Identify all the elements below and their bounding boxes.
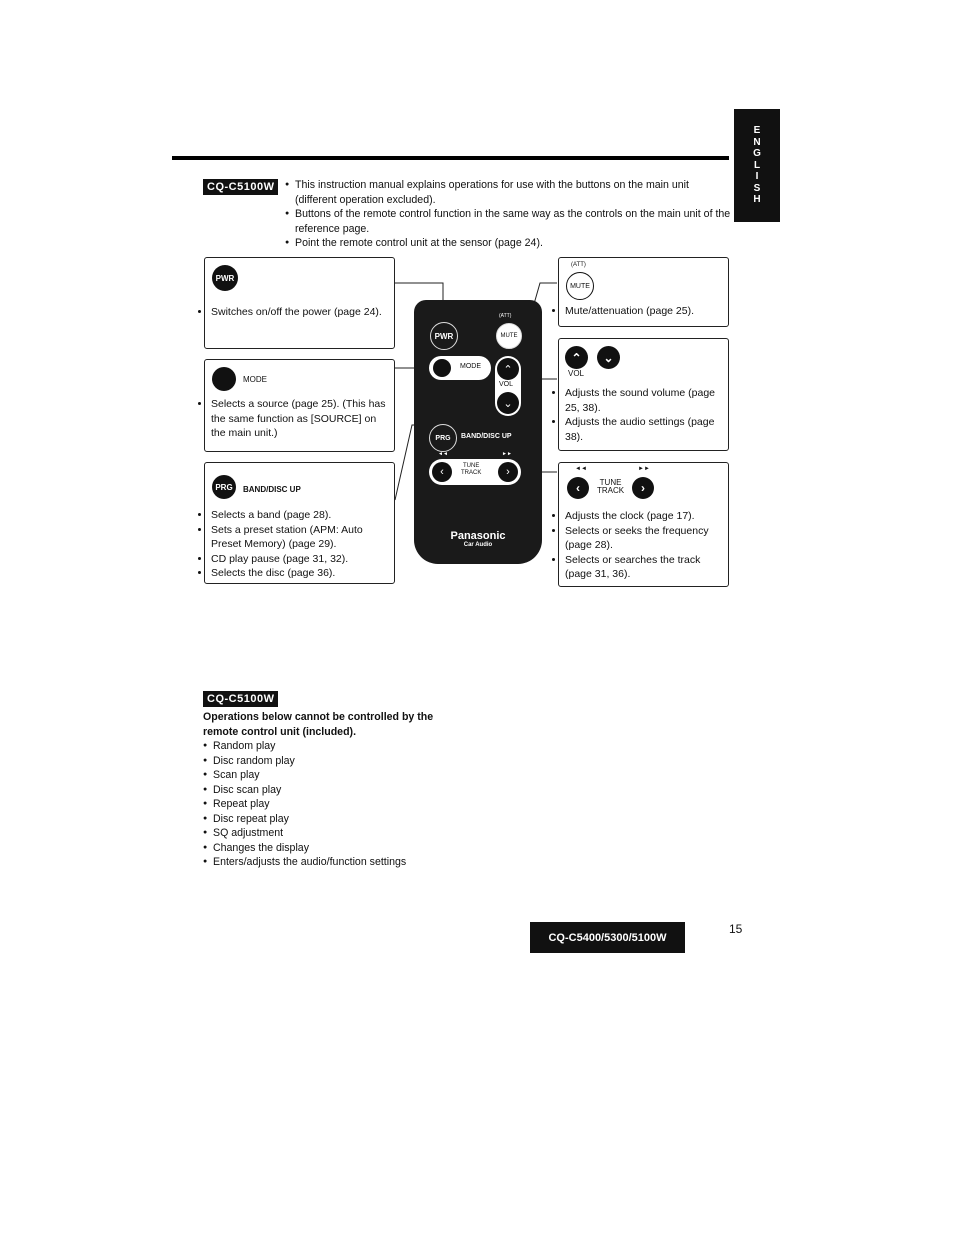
vol-desc: • Adjusts the audio settings (page 38). <box>565 415 725 444</box>
remote-band-label: BAND/DISC UP <box>461 433 512 440</box>
tune-desc: • Selects or searches the track (page 31, 36). <box>565 553 725 582</box>
vol-up-arrow-icon: ⌃ <box>497 358 519 380</box>
tab-letter: S <box>753 182 761 194</box>
remote-ff-label: ►► <box>502 451 512 457</box>
ops-item: ● Disc repeat play <box>203 812 463 827</box>
ops-model-tag: CQ-C5100W <box>203 691 278 707</box>
mute-callout <box>558 257 729 327</box>
remote-control <box>414 300 542 564</box>
ff-label: ►► <box>638 466 650 472</box>
mode-label: MODE <box>243 375 267 384</box>
vol-down-arrow-icon: ⌄ <box>497 392 519 414</box>
tab-letter: E <box>753 125 761 137</box>
mode-desc: • Selects a source (page 25). (This has the same function as [SOURCE] on the main unit.) <box>211 397 391 441</box>
brand-sub: Car Audio <box>463 542 493 548</box>
tune-right-icon: › <box>498 462 518 482</box>
tune-callout <box>558 462 729 587</box>
tune-desc: • Adjusts the clock (page 17). <box>565 509 725 524</box>
pwr-button-icon: PWR <box>212 265 238 291</box>
rew-label: ◄◄ <box>575 466 587 472</box>
vol-callout <box>558 338 729 451</box>
tab-letter: L <box>753 159 761 171</box>
model-tag: CQ-C5100W <box>203 179 278 195</box>
tune-desc: • Selects or seeks the frequency (page 28). <box>565 524 725 553</box>
band-label: BAND/DISC UP <box>243 485 301 494</box>
ops-item: ● Repeat play <box>203 797 463 812</box>
tab-letter: N <box>753 136 761 148</box>
band-desc: • CD play pause (page 31, 32). <box>211 552 391 567</box>
pwr-callout <box>204 257 395 349</box>
band-desc: • Selects a band (page 28). <box>211 508 391 523</box>
band-desc: • Selects the disc (page 36). <box>211 566 391 581</box>
intro-item: ● Point the remote control unit at the sensor (page 24). <box>285 236 733 251</box>
prg-button-icon: PRG <box>212 475 236 499</box>
tune-down-icon: ‹ <box>567 477 589 499</box>
tune-left-icon: ‹ <box>432 462 452 482</box>
vol-label: VOL <box>568 369 585 378</box>
pwr-desc: • Switches on/off the power (page 24). <box>211 305 391 320</box>
tune-label: TUNE <box>599 478 622 487</box>
remote-mode-button <box>429 356 491 380</box>
remote-mute-button: MUTE <box>496 323 522 349</box>
vol-up-icon: ⌃ <box>565 346 588 369</box>
remote-vol-rocker <box>495 356 521 416</box>
remote-vol-label: VOL <box>499 381 514 388</box>
brand-name: Panasonic <box>450 530 506 542</box>
remote-tune-label: TUNE <box>463 463 480 469</box>
remote-rew-label: ◄◄ <box>438 451 448 457</box>
ops-item: ● Disc scan play <box>203 783 463 798</box>
att-label: (ATT) <box>571 262 586 268</box>
remote-tune-rocker <box>429 459 521 485</box>
remote-track-label: TRACK <box>461 470 482 476</box>
intro-item: ● Buttons of the remote control function in the same way as the controls on the main unit of the reference page. <box>285 207 733 236</box>
ops-heading: Operations below cannot be controlled by the remote control unit (included). <box>203 711 434 738</box>
remote-mode-label: MODE <box>460 363 481 370</box>
mode-callout <box>204 359 395 452</box>
remote-att-label: (ATT) <box>499 313 512 319</box>
footer-model: CQ-C5400/5300/5100W <box>530 922 685 953</box>
tab-letter: G <box>753 148 761 160</box>
ops-item: ● Enters/adjusts the audio/function settings <box>203 855 463 870</box>
band-desc: • Sets a preset station (APM: Auto Preset Memory) (page 29). <box>211 523 391 552</box>
tune-up-icon: › <box>632 477 654 499</box>
tab-letter: H <box>753 194 761 206</box>
remote-prg-button: PRG <box>429 424 457 452</box>
ops-item: ● SQ adjustment <box>203 826 463 841</box>
ops-item: ● Scan play <box>203 768 463 783</box>
intro-item: ● This instruction manual explains operations for use with the buttons on the main unit (different operation excluded). <box>285 178 733 207</box>
ops-list <box>203 739 463 870</box>
vol-down-icon: ⌄ <box>597 346 620 369</box>
mute-button-icon: MUTE <box>566 272 594 300</box>
tune-track-label <box>597 479 624 495</box>
ops-item: ● Disc random play <box>203 754 463 769</box>
ops-item: ● Random play <box>203 739 463 754</box>
tab-letter: I <box>755 171 759 183</box>
mode-button-icon <box>212 367 236 391</box>
track-label: TRACK <box>597 486 625 495</box>
ops-item: ● Changes the display <box>203 841 463 856</box>
band-callout <box>204 462 395 584</box>
remote-pwr-button: PWR <box>430 322 458 350</box>
remote-brand <box>414 530 542 548</box>
vol-desc: • Adjusts the sound volume (page 25, 38). <box>565 386 725 415</box>
mute-desc: • Mute/attenuation (page 25). <box>565 304 725 319</box>
page-number: 15 <box>729 922 743 936</box>
remote-tune-track <box>461 463 481 477</box>
mode-dot-icon <box>433 359 451 377</box>
